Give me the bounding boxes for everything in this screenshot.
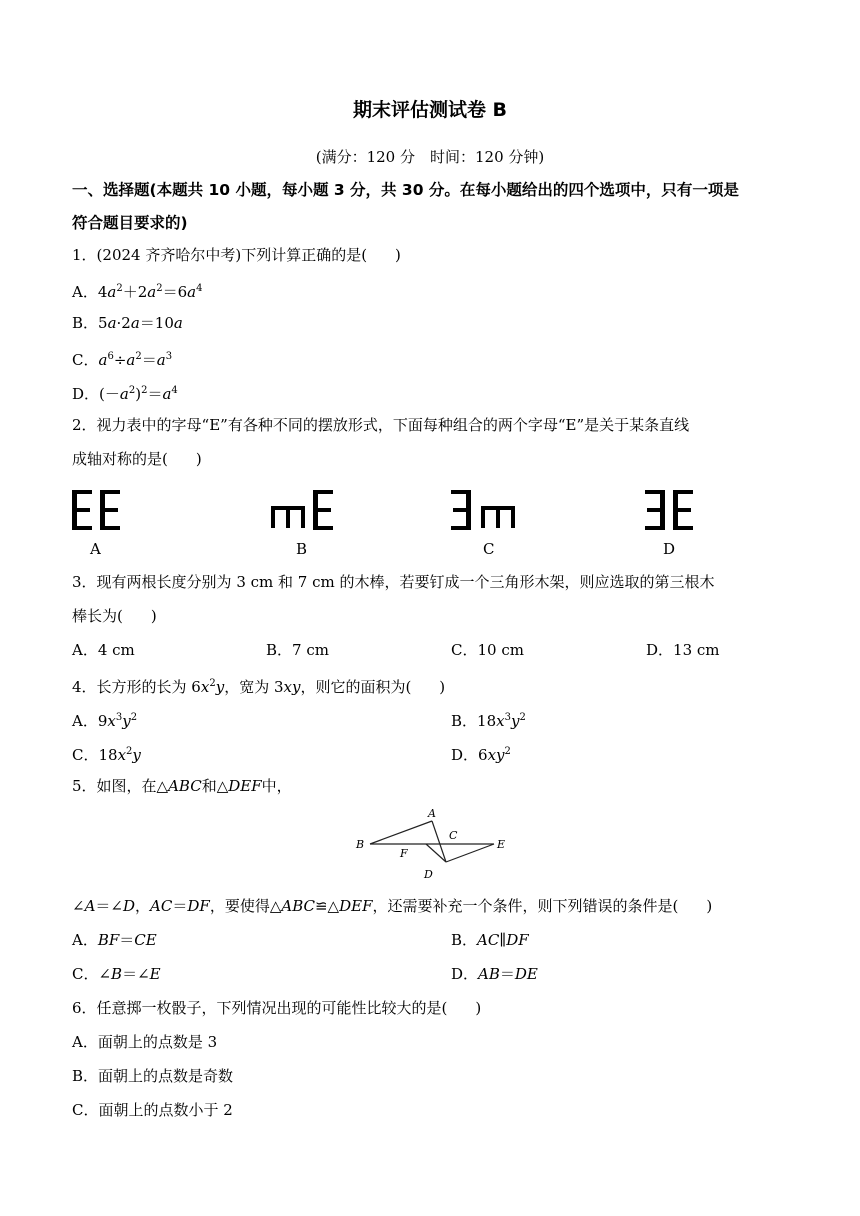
- question-4-option-b: B．$18x^3y^2$: [451, 712, 526, 730]
- option-d-letters-figure: [643, 486, 697, 534]
- option-c-letters-figure: [449, 486, 519, 534]
- question-1-option-c: C．$a^6\div a^2=a^3$: [72, 351, 173, 369]
- question-6-option-a: A．面朝上的点数是 3: [72, 1033, 218, 1051]
- page-title: 期末评估测试卷 B: [352, 99, 508, 121]
- question-3-option-d: D．13 cm: [646, 641, 720, 659]
- question-5-condition: ∠A＝∠D，AC＝DF，要使得△ABC≌△DEF，还需要补充一个条件，则下列错误的条件是( ): [72, 897, 713, 915]
- question-3-stem-line-2: 棒长为( ): [72, 607, 157, 625]
- question-3-stem-line-1: 3．现有两根长度分别为 3 cm 和 7 cm 的木棒，若要钉成一个三角形木架，则应选取的第三根木: [72, 573, 715, 591]
- question-5-option-d: D．AB＝DE: [451, 965, 538, 983]
- question-6-option-c: C．面朝上的点数小于 2: [72, 1101, 233, 1119]
- question-5-figure: [352, 804, 512, 880]
- option-a-label: A: [90, 540, 101, 558]
- option-d-label: D: [663, 540, 676, 558]
- question-4-option-c: C．$18x^2y$: [72, 746, 141, 764]
- question-1-option-b: B．5a·2a＝10a: [72, 314, 183, 332]
- question-4-option-a: A．$9x^3y^2$: [72, 712, 138, 730]
- question-6-stem: 6．任意掷一枚骰子，下列情况出现的可能性比较大的是( ): [72, 999, 482, 1017]
- question-1-stem: 1．(2024 齐齐哈尔中考)下列计算正确的是( ): [72, 246, 401, 264]
- option-a-letters-figure: [72, 486, 126, 534]
- question-3-option-b: B．7 cm: [266, 641, 329, 659]
- question-5-option-a: A．BF＝CE: [72, 931, 157, 949]
- question-2-figures: [0, 486, 860, 566]
- point-label-e: E: [497, 838, 506, 851]
- question-5-option-b: B．AC∥DF: [451, 931, 529, 949]
- option-c-label: C: [483, 540, 495, 558]
- point-label-d: D: [424, 868, 433, 880]
- question-5-option-c: C．∠B＝∠E: [72, 965, 161, 983]
- point-label-c: C: [449, 829, 458, 842]
- question-2-stem-line-1: 2．视力表中的字母“E”有各种不同的摆放形式，下面每种组合的两个字母“E”是关于某条直线: [72, 416, 690, 434]
- question-4-stem: 4．长方形的长为 $6x^2y$，宽为 3xy，则它的面积为( ): [72, 678, 446, 696]
- point-label-a: A: [428, 807, 436, 820]
- question-3-option-a: A．4 cm: [72, 641, 135, 659]
- question-3-option-c: C．10 cm: [451, 641, 524, 659]
- section-heading-line-2: 符合题目要求的): [72, 214, 188, 232]
- question-4-option-d: D．$6xy^2$: [451, 746, 511, 764]
- section-heading-line-1: 一、选择题(本题共 10 小题，每小题 3 分，共 30 分。在每小题给出的四个选项中，只有一项是: [72, 181, 739, 199]
- question-1-option-d: D．$(-a^2)^2=a^4$: [72, 385, 178, 403]
- score-time-info: (满分：120 分 时间：120 分钟): [315, 148, 545, 166]
- point-label-f: F: [400, 847, 408, 860]
- question-1-option-a: A．$4a^2+2a^2=6a^4$: [72, 283, 203, 301]
- question-6-option-b: B．面朝上的点数是奇数: [72, 1067, 234, 1085]
- option-b-label: B: [296, 540, 308, 558]
- point-label-b: B: [356, 838, 365, 851]
- section-heading: [72, 174, 794, 240]
- option-b-letters-figure: [271, 486, 341, 534]
- question-2-stem-line-2: 成轴对称的是( ): [72, 450, 202, 468]
- question-5-stem: 5．如图，在△ABC和△DEF中，: [72, 777, 292, 795]
